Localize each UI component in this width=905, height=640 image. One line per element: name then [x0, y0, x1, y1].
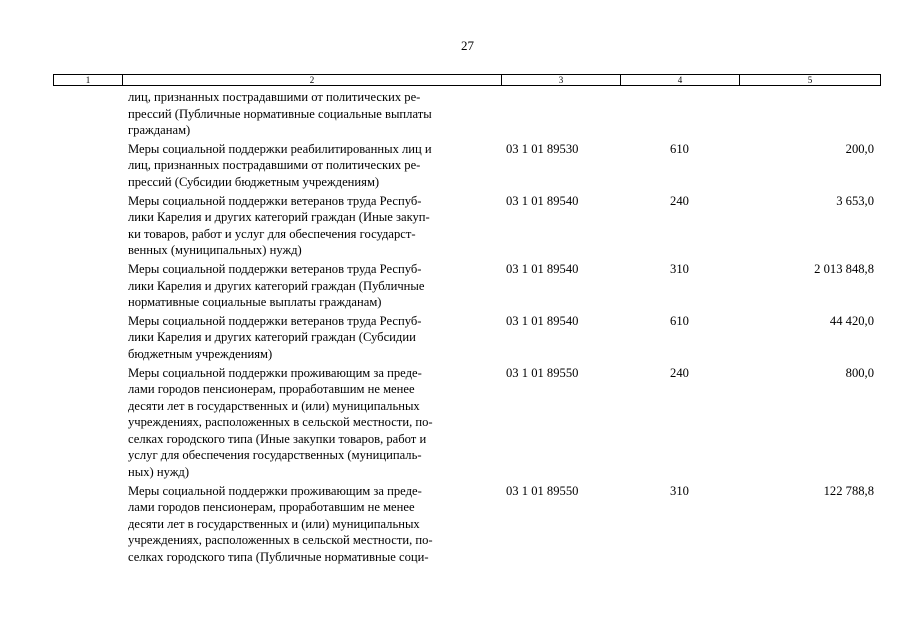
- expense-name: Меры социальной поддержки реабилитированных лиц и лиц, признанных пострадавшими от политических ре- прессий (Субсидии бюджетным учреждениям): [128, 141, 432, 189]
- target-article-code: 03 1 01 89550: [506, 483, 579, 498]
- header-row: [54, 75, 881, 86]
- header-col-4: 4: [621, 75, 740, 86]
- header-col-1: 1: [54, 75, 123, 86]
- header-col-5: 5: [740, 75, 881, 86]
- expense-type-code: 310: [670, 483, 689, 498]
- empty-cell: [53, 261, 122, 311]
- target-article-code: 03 1 01 89540: [506, 261, 579, 276]
- amount: 3 653,0: [836, 193, 874, 208]
- table-row: [53, 365, 880, 481]
- expense-type-code: 610: [670, 313, 689, 328]
- target-article-code: 03 1 01 89540: [506, 193, 579, 208]
- table-row: [53, 193, 880, 259]
- empty-cell: [53, 89, 122, 139]
- table-row: [53, 313, 880, 363]
- expense-type-code: 610: [670, 141, 689, 156]
- amount: [739, 89, 880, 139]
- page-number: 27: [461, 38, 474, 53]
- amount: 800,0: [845, 365, 874, 380]
- amount: 200,0: [845, 141, 874, 156]
- amount: 44 420,0: [829, 313, 874, 328]
- expense-type-code: 310: [670, 261, 689, 276]
- expense-name: Меры социальной поддержки проживающим за преде- лами городов пенсионерам, проработавшим не менее десяти лет в государственных и (или) муниципальных учреждениях, расположенных в сельской местности, по- селках городского типа (Публичные нормативные соци-: [128, 483, 433, 565]
- empty-cell: [53, 141, 122, 191]
- expense-name: Меры социальной поддержки ветеранов труда Респуб- лики Карелия и других категорий граждан (Субсидии бюджетным учреждениям): [128, 313, 422, 361]
- table-row: [53, 89, 880, 139]
- empty-cell: [53, 193, 122, 259]
- target-article-code: 03 1 01 89540: [506, 313, 579, 328]
- expense-type-code: [620, 89, 739, 139]
- amount: 122 788,8: [823, 483, 874, 498]
- column-number-header: [53, 74, 881, 86]
- expense-name: лиц, признанных пострадавшими от политических ре- прессий (Публичные нормативные социальные выплаты гражданам): [128, 90, 432, 138]
- empty-cell: [53, 365, 122, 481]
- target-article-code: 03 1 01 89530: [506, 141, 579, 156]
- expense-name: Меры социальной поддержки проживающим за преде- лами городов пенсионерам, проработавшим не менее десяти лет в государственных и (или) муниципальных учреждениях, расположенных в сельской местности, по- селках городского типа (Иные закупки товаров, работ и услуг для обеспечения государственных (муниципаль- ных) нужд): [128, 365, 433, 480]
- target-article-code: [501, 89, 620, 139]
- empty-cell: [53, 483, 122, 566]
- target-article-code: 03 1 01 89550: [506, 365, 579, 380]
- amount: 2 013 848,8: [814, 261, 874, 276]
- header-col-2: 2: [123, 75, 502, 86]
- expense-type-code: 240: [670, 365, 689, 380]
- expense-name: Меры социальной поддержки ветеранов труда Респуб- лики Карелия и других категорий граждан (Иные закуп- ки товаров, работ и услуг для обеспечения государст- венных (муниципальных) нужд): [128, 193, 430, 258]
- expense-type-code: 240: [670, 193, 689, 208]
- header-col-3: 3: [502, 75, 621, 86]
- budget-table: [53, 89, 880, 566]
- table-row: [53, 483, 880, 566]
- expense-name: Меры социальной поддержки ветеранов труда Респуб- лики Карелия и других категорий граждан (Публичные нормативные социальные выплаты гражданам): [128, 261, 425, 310]
- empty-cell: [53, 313, 122, 363]
- table-row: [53, 141, 880, 191]
- table-row: [53, 261, 880, 311]
